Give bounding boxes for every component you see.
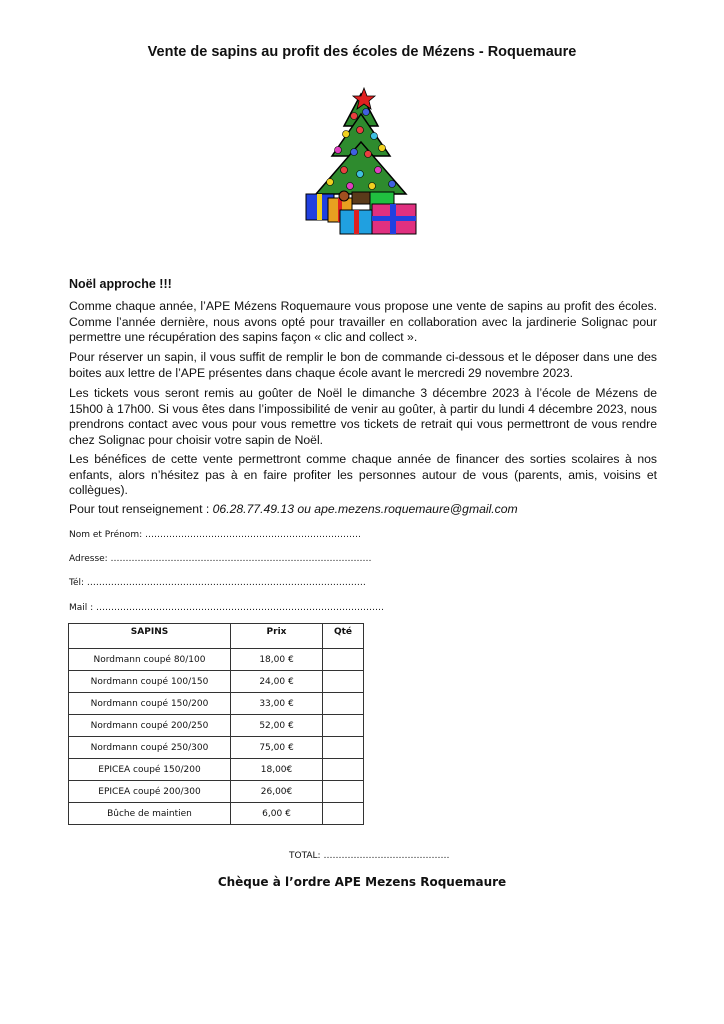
mail-field[interactable]: Mail : …………………………………………………………………………………… (69, 603, 385, 613)
table-row (69, 803, 364, 825)
item-cell: EPICEA coupé 200/300 (69, 781, 231, 803)
section-heading: Noël approche !!! (69, 277, 172, 291)
price-cell: 6,00 € (231, 803, 323, 825)
item-cell: Nordmann coupé 200/250 (69, 715, 231, 737)
table-row (69, 693, 364, 715)
quantity-cell[interactable] (323, 693, 364, 715)
table-row (69, 671, 364, 693)
header-prix: Prix (231, 624, 323, 649)
price-cell: 18,00€ (231, 759, 323, 781)
quantity-cell[interactable] (323, 715, 364, 737)
paragraph-tickets: Les tickets vous seront remis au goûter de Noël le dimanche 3 décembre 2023 à l’école de Mézens de 15h00 à 17h00. Si vous êtes dans l’impossibilité de venir au goûter, à partir du lundi 4 décembre 2023, nous prendrons contact avec vous pour vous remettre vos tickets de retrait qui vous permettront de vous rendre chez Solignac pour choisir votre sapin de Noël. (69, 386, 657, 447)
item-cell: Bûche de maintien (69, 803, 231, 825)
price-cell: 26,00€ (231, 781, 323, 803)
name-field[interactable]: Nom et Prénom: ……………………………………………………………… (69, 530, 361, 540)
item-cell: Nordmann coupé 80/100 (69, 649, 231, 671)
price-cell: 33,00 € (231, 693, 323, 715)
table-row (69, 649, 364, 671)
contact-details[interactable]: 06.28.77.49.13 ou ape.mezens.roquemaure@gmail.com (212, 502, 518, 516)
phone-field[interactable]: Tél: ………………………………………………………………………………… (69, 578, 366, 588)
table-row (69, 781, 364, 803)
quantity-cell[interactable] (323, 803, 364, 825)
item-cell: Nordmann coupé 150/200 (69, 693, 231, 715)
total-field[interactable]: TOTAL: …………………………………… (289, 851, 450, 861)
price-cell: 52,00 € (231, 715, 323, 737)
quantity-cell[interactable] (323, 649, 364, 671)
contact-label: Pour tout renseignement : (69, 502, 213, 516)
quantity-cell[interactable] (323, 737, 364, 759)
paragraph-intro: Comme chaque année, l’APE Mézens Roquemaure vous propose une vente de sapins au profit des écoles. Comme l’année dernière, nous avons opté pour travailler en collaboration avec la jardinerie Solignac pour permettre une récupération des sapins façon « clic and collect ». (69, 299, 657, 345)
table-row (69, 759, 364, 781)
price-cell: 75,00 € (231, 737, 323, 759)
table-row (69, 737, 364, 759)
page-title: Vente de sapins au profit des écoles de Mézens - Roquemaure (147, 44, 577, 60)
price-cell: 24,00 € (231, 671, 323, 693)
price-cell: 18,00 € (231, 649, 323, 671)
header-sapins: SAPINS (69, 624, 231, 649)
item-cell: Nordmann coupé 100/150 (69, 671, 231, 693)
cheque-note: Chèque à l’ordre APE Mezens Roquemaure (217, 875, 507, 889)
header-qte: Qté (323, 624, 364, 649)
contact-line (69, 502, 518, 516)
address-field[interactable]: Adresse: …………………………………………………………………………… (69, 554, 372, 564)
quantity-cell[interactable] (323, 759, 364, 781)
table-row (69, 715, 364, 737)
quantity-cell[interactable] (323, 671, 364, 693)
quantity-cell[interactable] (323, 781, 364, 803)
paragraph-reservation: Pour réserver un sapin, il vous suffit de remplir le bon de commande ci-dessous et le déposer dans une des boites aux lettre de l’APE présentes dans chaque école avant le mercredi 29 novembre 2023. (69, 350, 657, 380)
item-cell: EPICEA coupé 150/200 (69, 759, 231, 781)
christmas-tree-icon (302, 86, 420, 236)
order-table (68, 623, 364, 825)
table-header-row (69, 624, 364, 649)
item-cell: Nordmann coupé 250/300 (69, 737, 231, 759)
paragraph-benefits: Les bénéfices de cette vente permettront comme chaque année de financer des sorties scolaires à nos enfants, alors n’hésitez pas à en faire profiter les personnes autour de vous (parents, amis, voisins et collègues). (69, 452, 657, 498)
